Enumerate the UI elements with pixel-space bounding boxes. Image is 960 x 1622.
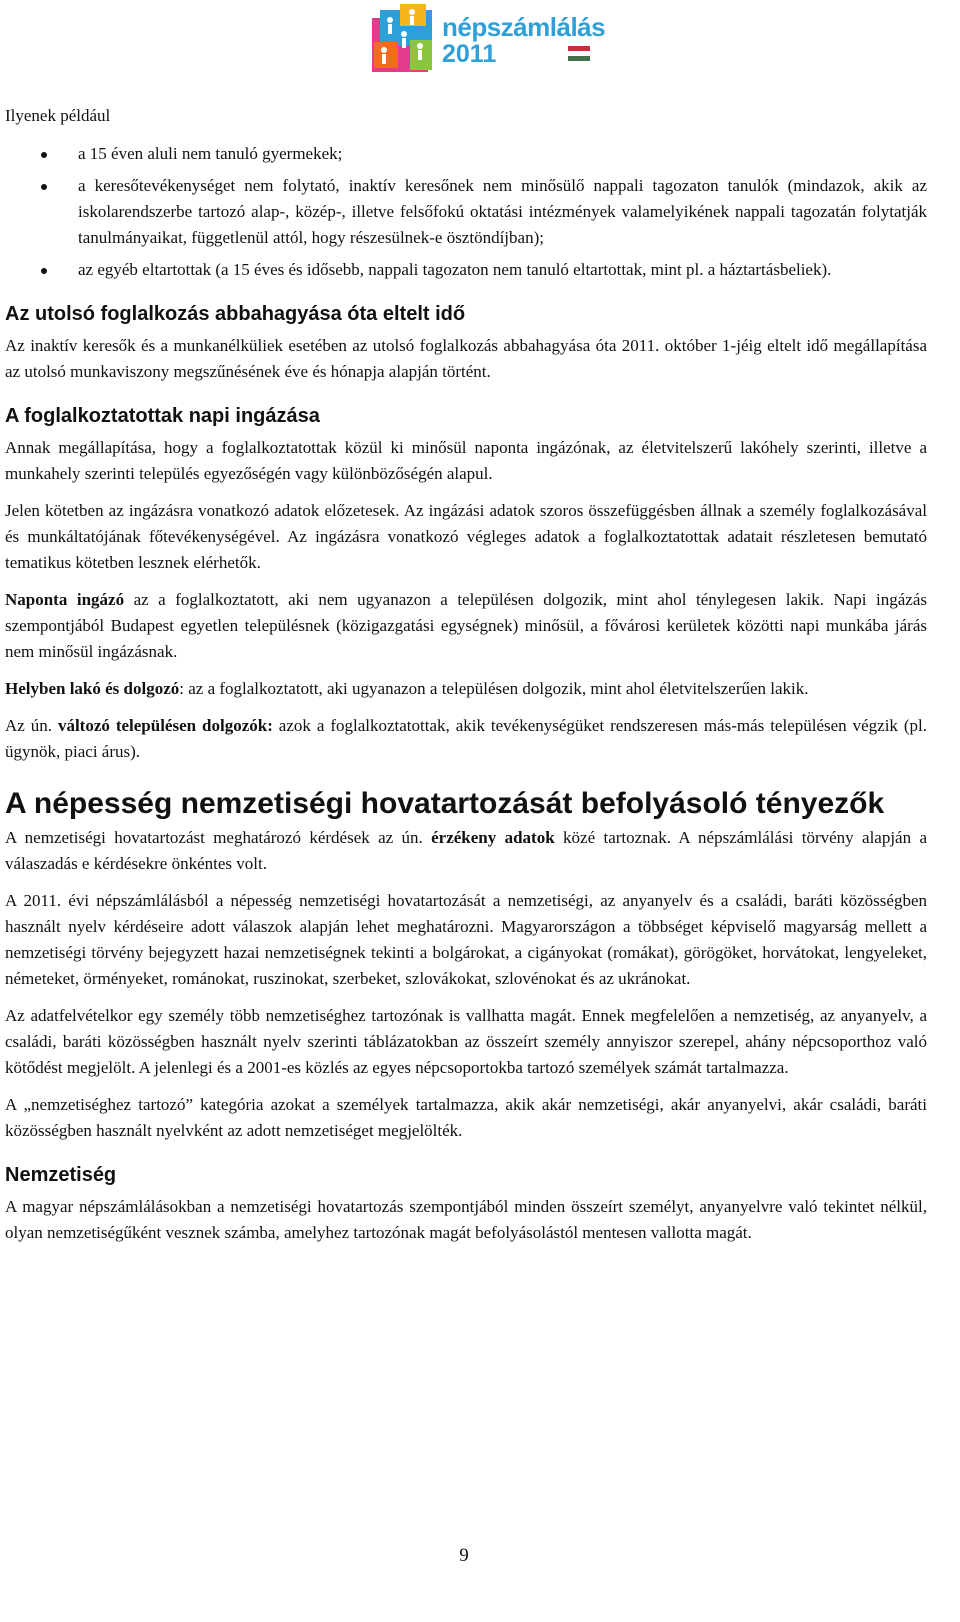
bullet-icon: [41, 268, 47, 274]
list-item: az egyéb eltartottak (a 15 éves és idősebb, nappali tagozaton nem tanuló eltartottak, mint pl. a háztartásbeliek).: [5, 257, 927, 283]
paragraph: Az adatfelvételkor egy személy több nemzetiséghez tartozónak is vallhatta magát. Ennek megfelelően a nemzetiség, az anyanyelv, a családi, baráti közösségben használt nyelv szerinti táblázatokban az összeírt személy annyiszor szerepel, ahány népcsoporthoz való kötődést megjelölt. A jelenlegi és a 2001-es közlés az egyes népcsoportokba tartozó személyek számát tartalmazza.: [5, 1006, 927, 1077]
hungarian-flag-icon: [568, 46, 590, 61]
list-item: a 15 éven aluli nem tanuló gyermekek;: [5, 141, 927, 167]
section-heading: Nemzetiség: [5, 1164, 117, 1186]
section-heading: Az utolsó foglalkozás abbahagyása óta eltelt idő: [5, 303, 466, 325]
bullet-icon: [41, 152, 47, 158]
paragraph: Jelen kötetben az ingázásra vonatkozó adatok előzetesek. Az ingázási adatok szoros összefüggésben állnak a személy foglalkozásával és munkáltatójának főtevékenységével. Az ingázásra vonatkozó végleges adatok a foglalkoztatottak adatait részletesen bemutató tematikus kötetben lesznek elérhetők.: [5, 501, 927, 572]
page-number: 9: [459, 1545, 469, 1566]
paragraph: A „nemzetiséghez tartozó” kategória azokat a személyek tartalmazza, akik akár nemzetiségi, akár anyanyelvi, akár családi, baráti közösségben használt nyelvként az adott nemzetiséget megjelölték.: [5, 1095, 927, 1140]
list-item: a keresőtevékenységet nem folytató, inaktív keresőnek nem minősülő nappali tagozaton tanulók (mindazok, akik az iskolarendszerbe tartozó alap-, közép-, illetve felsőfokú oktatási intézmények valamelyikének nappali tagozatán folytatják tanulmányaikat, függetlenül attól, hogy részesülnek-e ösztöndíjban);: [5, 173, 927, 251]
term: Helyben lakó és dolgozó: [5, 679, 180, 698]
term: változó településen dolgozók:: [57, 716, 273, 735]
term: Naponta ingázó: [5, 590, 125, 609]
paragraph: A magyar népszámlálásokban a nemzetiségi hovatartozás szempontjából minden összeírt személyt, anyanyelvre való tekintet nélkül, olyan nemzetiségűként vesznek számba, amelyhez tartozónak magát befolyásolástól mentesen vallotta magát.: [5, 1197, 927, 1242]
term: érzékeny adatok: [431, 828, 555, 847]
paragraph: Naponta ingázó az a foglalkoztatott, aki nem ugyanazon a településen dolgozik, mint ahol ténylegesen lakik. Napi ingázás szempontjából Budapest egyetlen településnek (közigazgatási egységnek) minősül, a fővárosi kerületek közötti napi munkába járás nem minősül ingázásnak.: [5, 590, 927, 661]
bullet-icon: [41, 184, 47, 190]
chapter-heading: A népesség nemzetiségi hovatartozását befolyásoló tényezők: [5, 787, 885, 820]
paragraph: Annak megállapítása, hogy a foglalkoztatottak közül ki minősül naponta ingázónak, az életvitelszerű lakóhely szerinti, illetve a munkahely szerinti település egyezőségén vagy különbözőségén alapul.: [5, 438, 927, 483]
examples-list: [5, 141, 927, 283]
people-figures-icon: [370, 2, 440, 74]
paragraph: Az ún. változó településen dolgozók: azok a foglalkoztatottak, akik tevékenységüket rendszeresen más-más településen végzik (pl. ügynök, piaci árus).: [5, 716, 927, 761]
nepszamlalas-logo: [370, 2, 606, 74]
paragraph: Helyben lakó és dolgozó: az a foglalkoztatott, aki ugyanazon a településen dolgozik, mint ahol életvitelszerűen lakik.: [5, 679, 809, 698]
paragraph: Az inaktív keresők és a munkanélküliek esetében az utolsó foglalkozás abbahagyása óta 2011. október 1-jéig eltelt idő megállapítása az utolsó munkaviszony megszűnésének éve és hónapja alapján történt.: [5, 336, 927, 381]
intro-text: Ilyenek például: [5, 106, 111, 125]
document-body: [5, 100, 927, 1246]
logo-wordmark: népszámlálás: [442, 12, 606, 42]
paragraph: A 2011. évi népszámlálásból a népesség nemzetiségi hovatartozását a nemzetiségi, az anyanyelv és a családi, baráti közösségben használt nyelv kérdéseire adott válaszok alapján lehet meghatározni. Magyarországon a többséget képviselő magyarság mellett a nemzetiségi törvény bejegyzett hazai nemzetiségnek tekinti a bolgárokat, a cigányokat (romákat), görögöket, horvátokat, lengyeleket, németeket, örményeket, románokat, ruszinokat, szerbeket, szlovákokat, szlovénokat és az ukránokat.: [5, 891, 927, 988]
section-heading: A foglalkoztatottak napi ingázása: [5, 405, 320, 427]
paragraph: A nemzetiségi hovatartozást meghatározó kérdések az ún. érzékeny adatok közé tartoznak. A népszámlálási törvény alapján a válaszadás e kérdésekre önkéntes volt.: [5, 828, 927, 873]
logo-year: 2011: [442, 40, 497, 68]
